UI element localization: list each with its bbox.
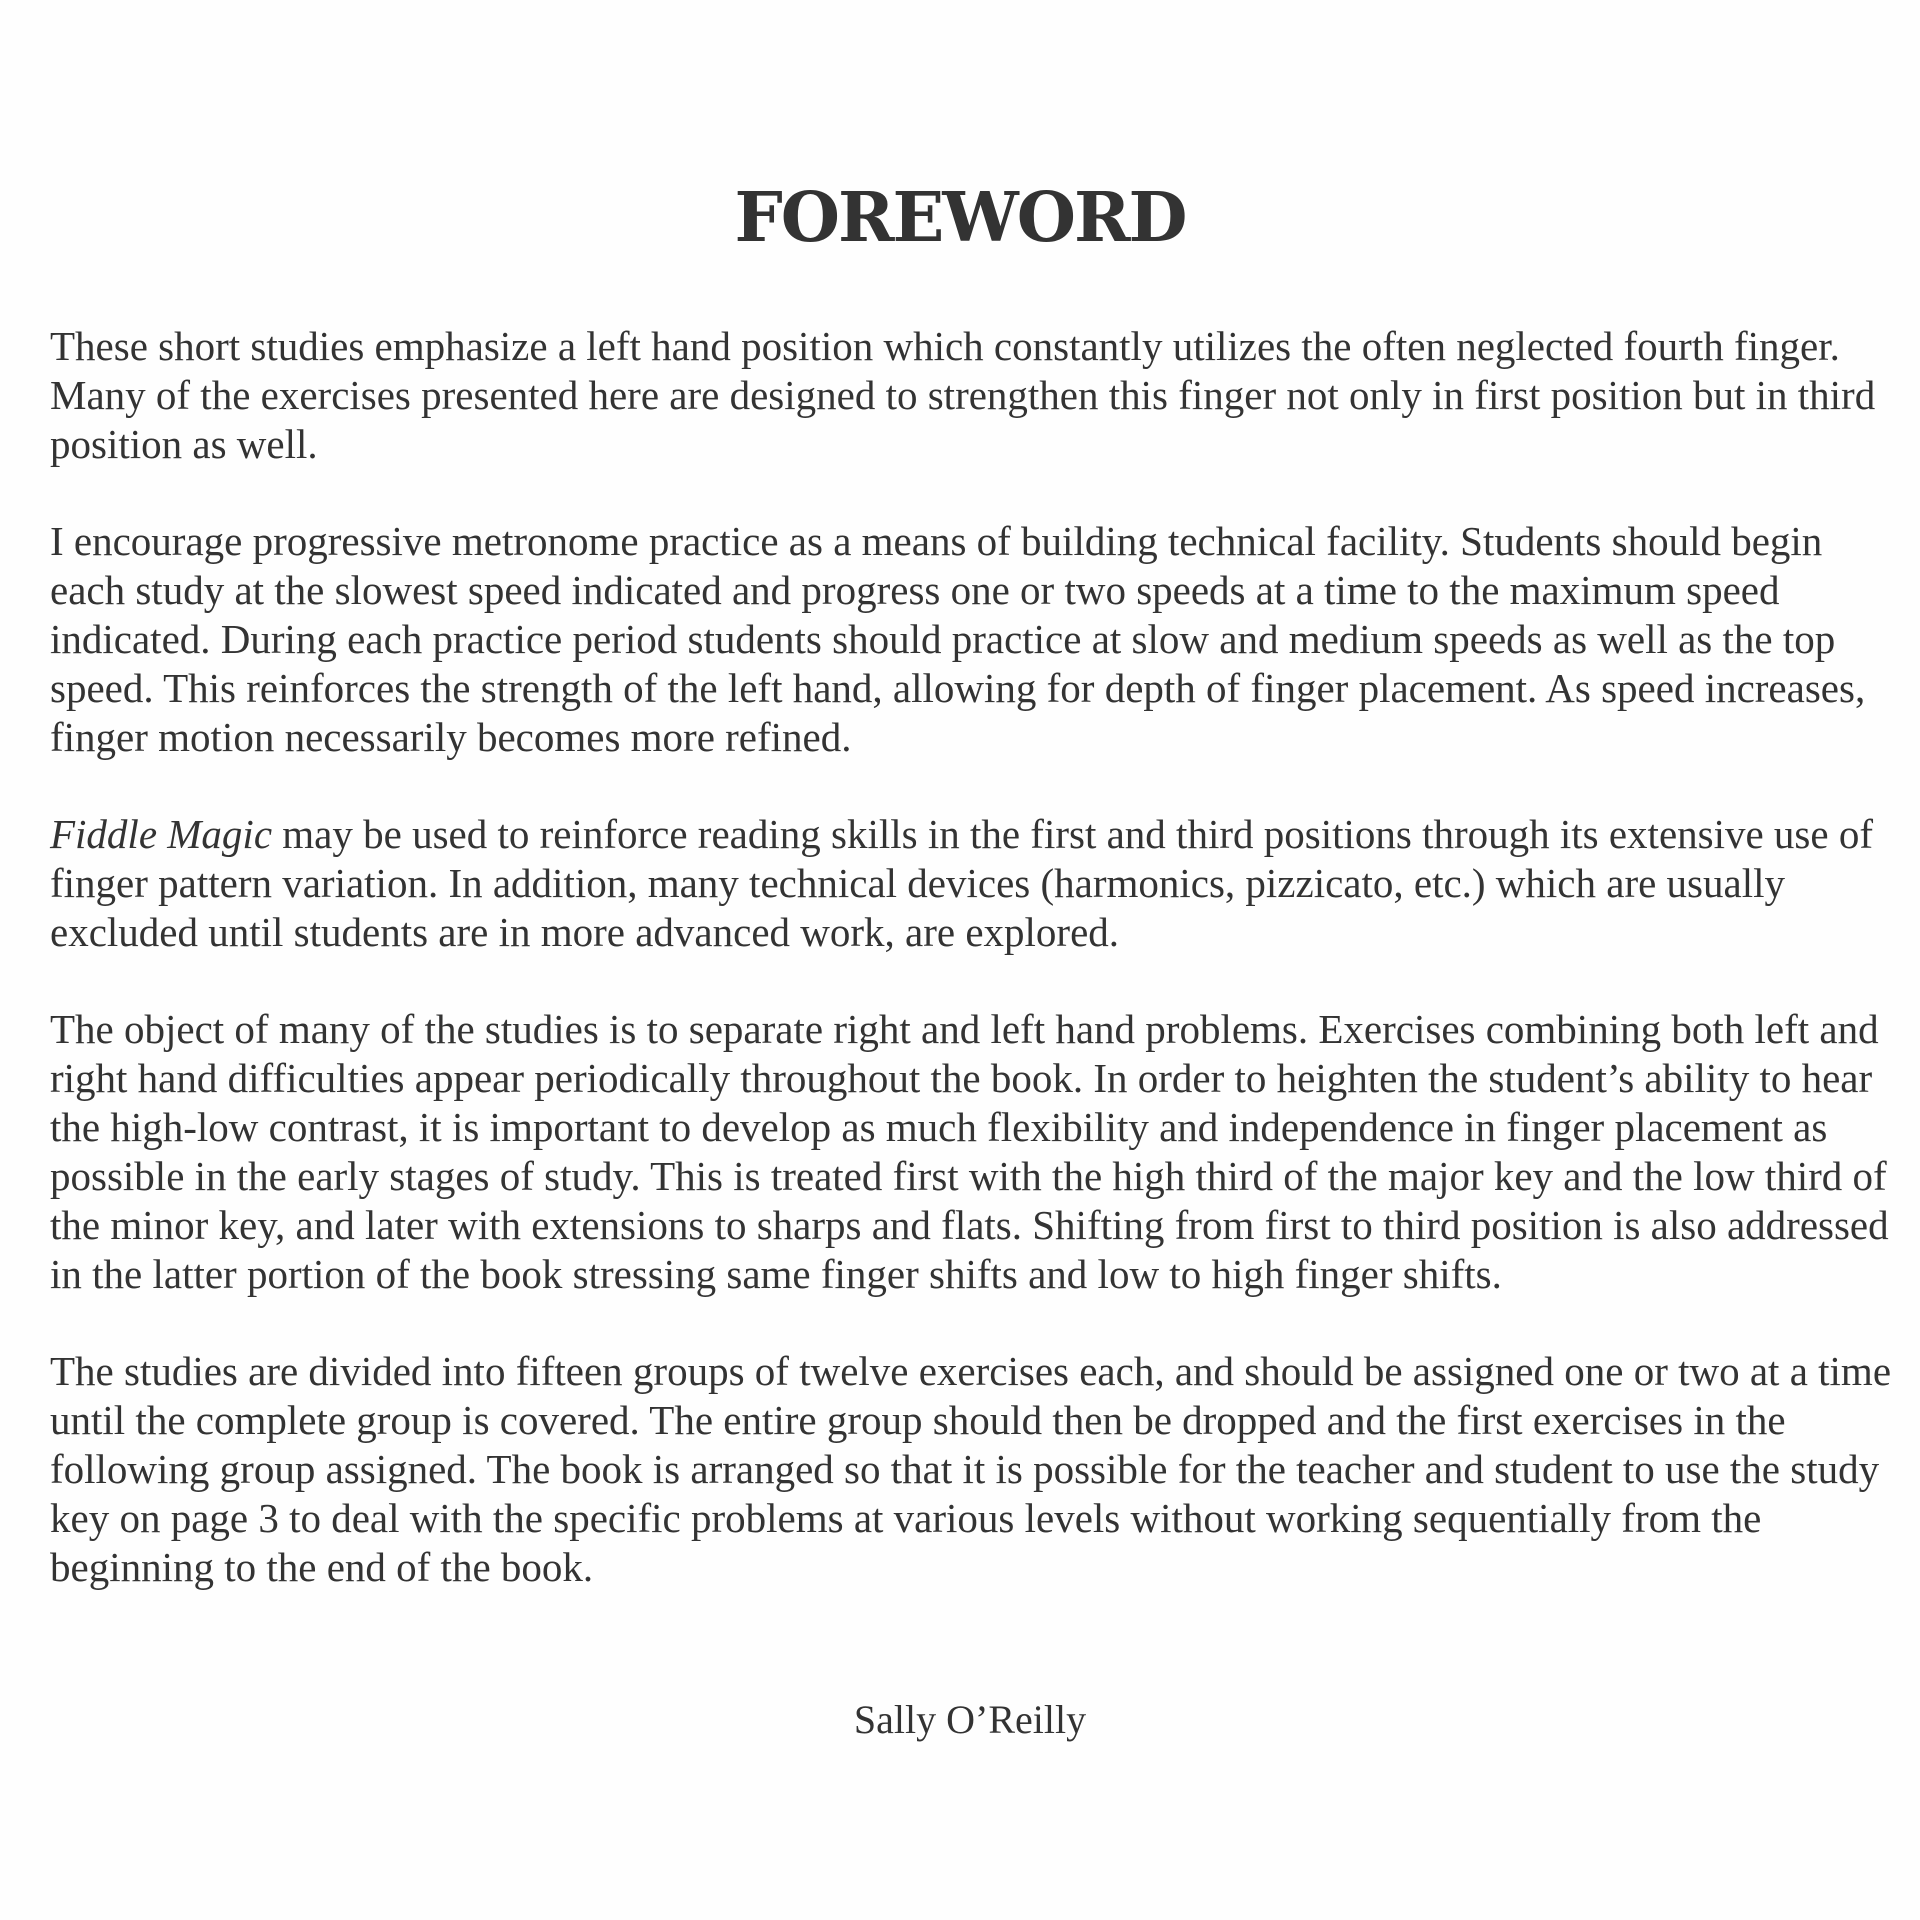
paragraph-2: I encourage progressive metronome practice as a means of building technical facility. Students should begin each study at the slowest speed indicated and progress one or two speeds at a time to the maximum speed indicated. During each practice period students should practice at slow and medium speeds as well as the top speed. This reinforces the strength of the left hand, allowing for depth of finger placement. As speed increases, finger motion necessarily becomes more refined. [50, 518, 1866, 760]
page-title: FOREWORD [734, 178, 1186, 258]
foreword-body [50, 322, 1900, 1640]
paragraph-5: The studies are divided into fifteen groups of twelve exercises each, and should be assigned one or two at a time until the complete group is covered. The entire group should then be dropped and the first exercises in the following group assigned. The book is arranged so that it is possible for the teacher and student to use the study key on page 3 to deal with the specific problems at various levels without working sequentially from the beginning to the end of the book. [50, 1348, 1892, 1590]
paragraph-3 [50, 810, 1900, 957]
paragraph-1: These short studies emphasize a left hand position which constantly utilizes the often neglected fourth finger. Many of the exercises presented here are designed to strengthen this finger not only in first position but in third position as well. [50, 323, 1876, 467]
paragraph-4: The object of many of the studies is to separate right and left hand problems. Exercises combining both left and right hand difficulties appear periodically throughout the book. In order to heighten the student’s ability to hear the high-low contrast, it is important to develop as much flexibility and independence in finger placement as possible in the early stages of study. This is treated first with the high third of the major key and the low third of the minor key, and later with extensions to sharps and flats. Shifting from first to third position is also addressed in the latter portion of the book stressing same finger shifts and low to high finger shifts. [50, 1006, 1889, 1297]
author-signature: Sally O’Reilly [853, 1697, 1087, 1742]
paragraph-3-text: may be used to reinforce reading skills in the first and third positions through its extensive use of finger pattern variation. In addition, many technical devices (harmonics, pizzicato, etc.) which are usually excluded until students are in more advanced work, are explored. [50, 811, 1873, 955]
book-title-italic: Fiddle Magic [50, 811, 273, 857]
